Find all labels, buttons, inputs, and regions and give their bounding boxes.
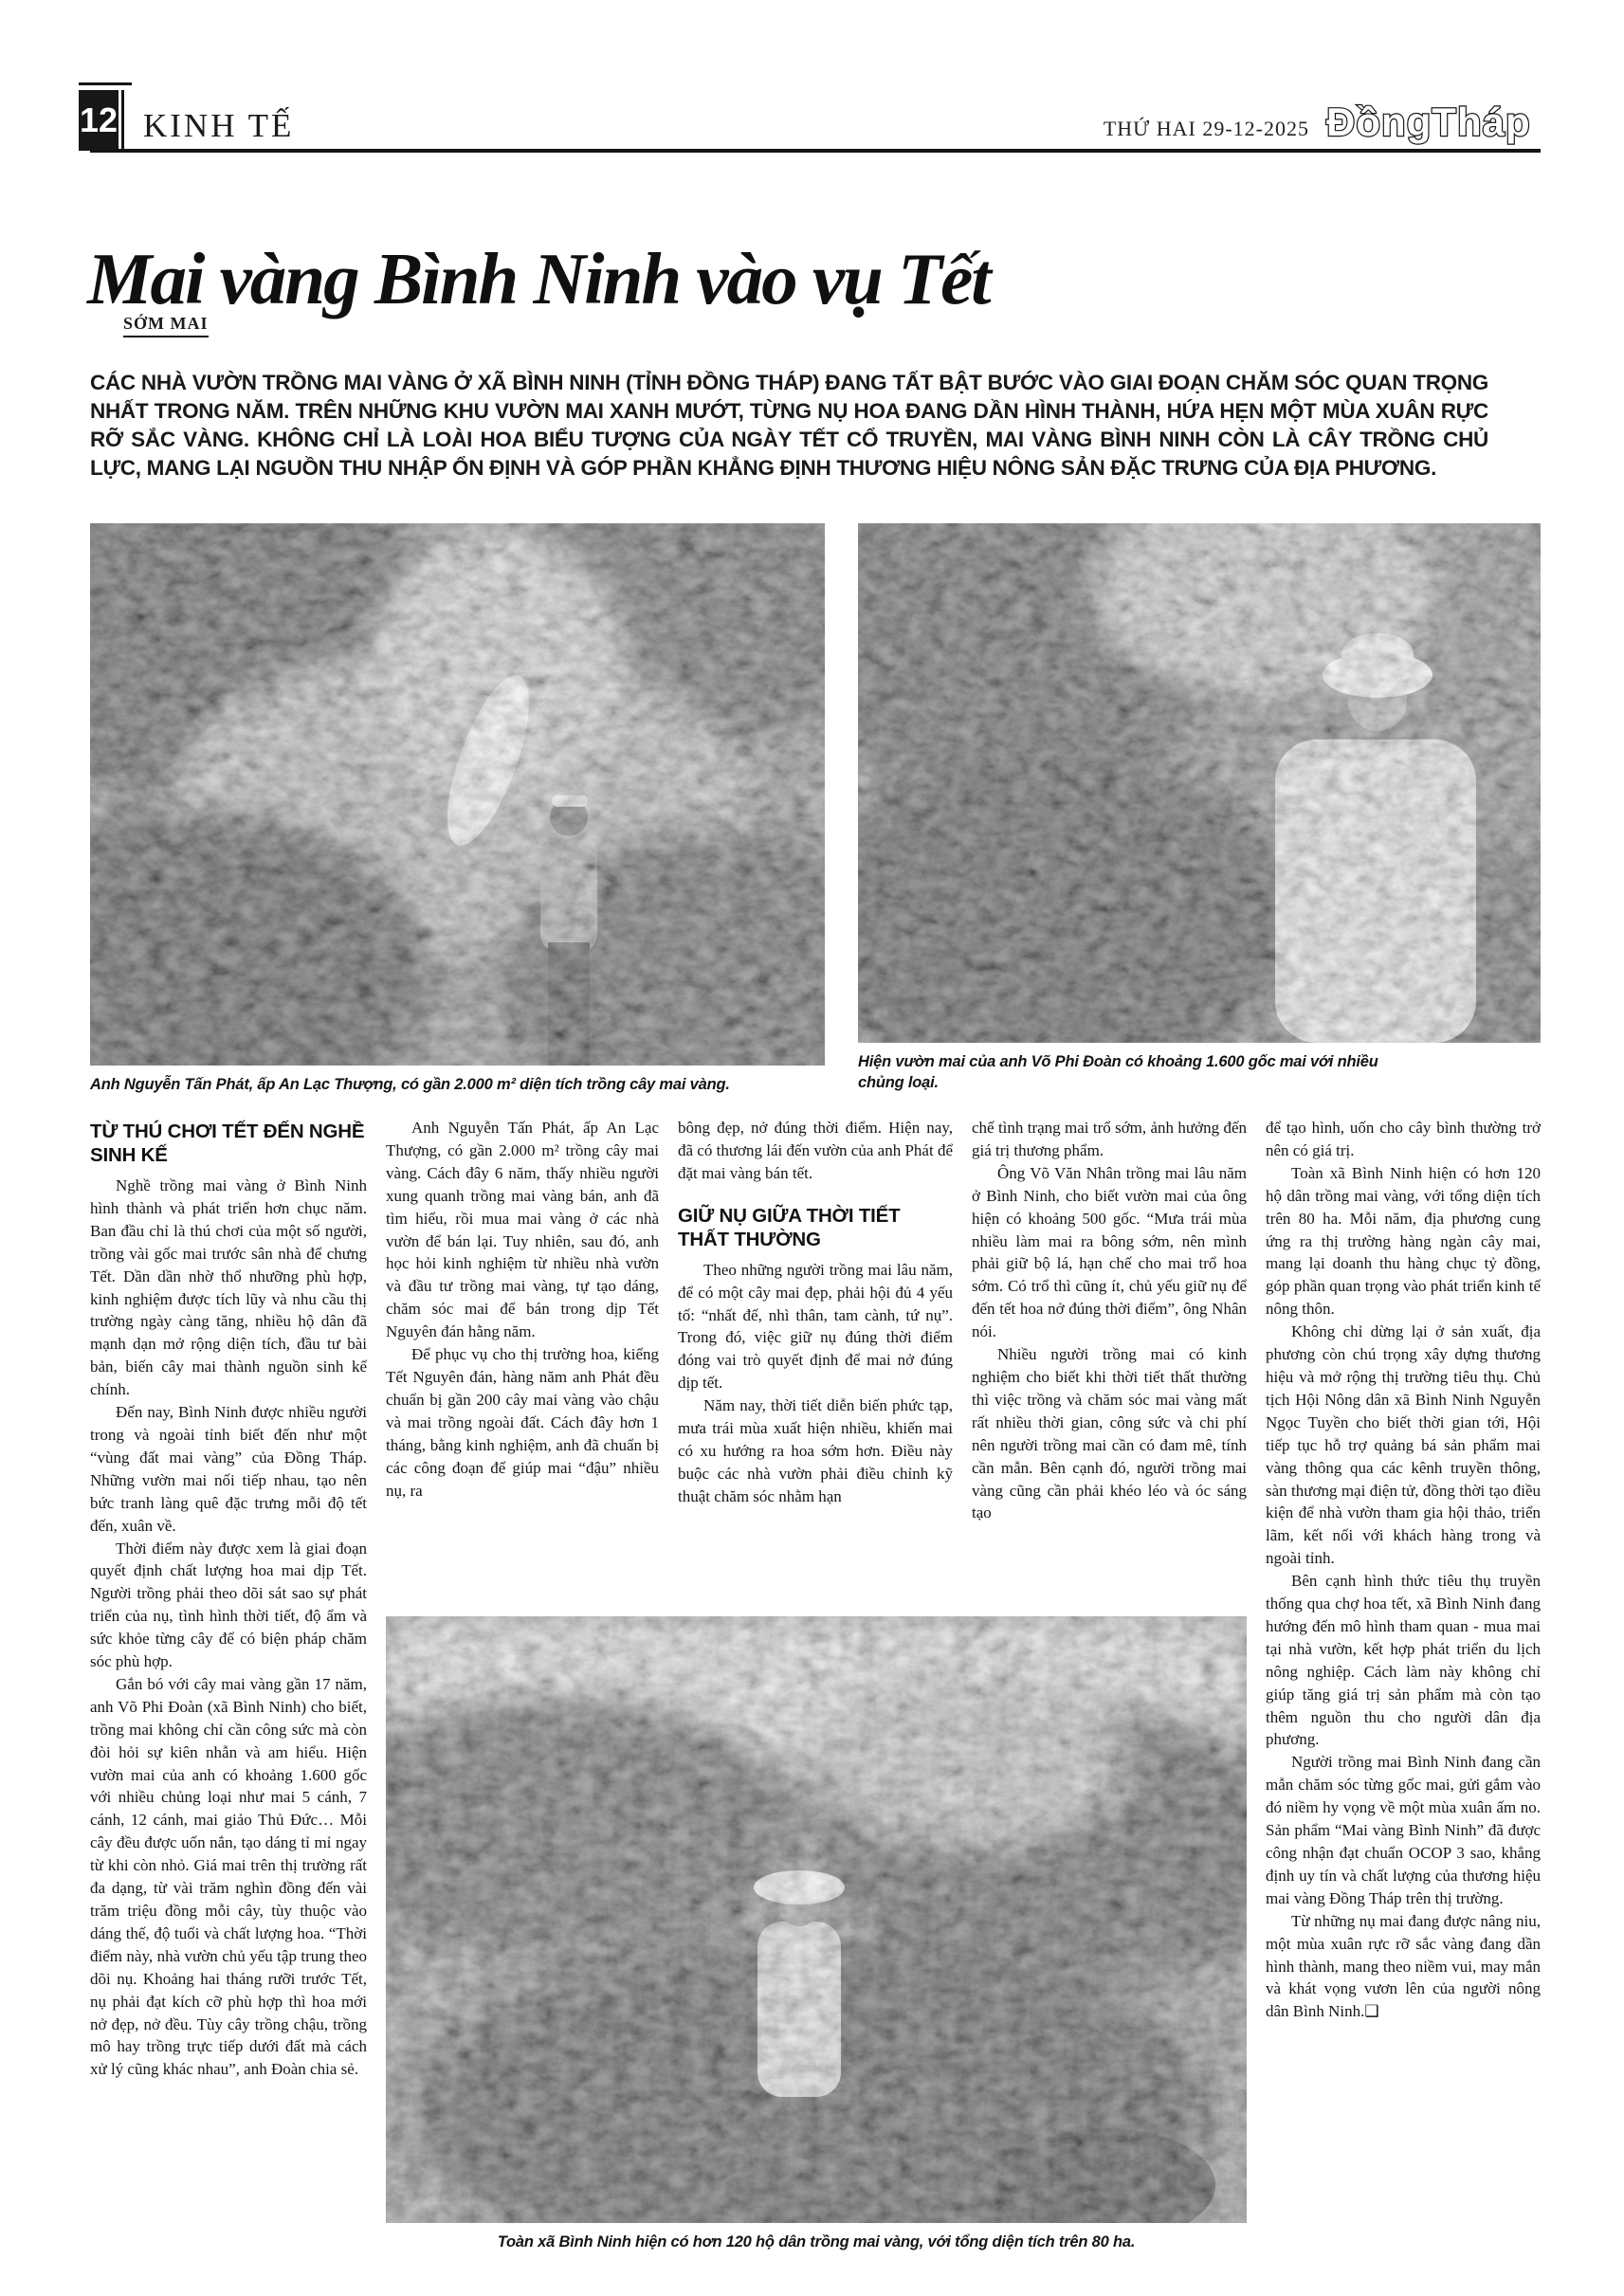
body-column-3 <box>678 1117 953 1610</box>
caption-bottom: Toàn xã Bình Ninh hiện có hơn 120 hộ dân trồng mai vàng, với tổng diện tích trên 80 ha. <box>497 2233 1136 2250</box>
article-lead: CÁC NHÀ VƯỜN TRỒNG MAI VÀNG Ở XÃ BÌNH NINH (TỈNH ĐỒNG THÁP) ĐANG TẤT BẬT BƯỚC VÀO GIAI ĐOẠN CHĂM SÓC QUAN TRỌNG NHẤT TRONG NĂM. TRÊN NHỮNG KHU VƯỜN MAI XANH MƯỚT, TỪNG NỤ HOA ĐANG DẦN HÌNH THÀNH, HỨA HẸN MỘT MÙA XUÂN RỰC RỠ SẮC VÀNG. KHÔNG CHỈ LÀ LOÀI HOA BIỂU TƯỢNG CỦA NGÀY TẾT CỔ TRUYỀN, MAI VÀNG BÌNH NINH CÒN LÀ CÂY TRỒNG CHỦ LỰC, MANG LẠI NGUỒN THU NHẬP ỔN ĐỊNH VÀ GÓP PHẦN KHẲNG ĐỊNH THƯƠNG HIỆU NÔNG SẢN ĐẶC TRƯNG CỦA ĐỊA PHƯƠNG. <box>90 370 1488 480</box>
man-with-hat-photo <box>858 523 1541 1043</box>
article-byline: SỚM MAI <box>123 314 209 337</box>
paragraph: Năm nay, thời tiết diễn biến phức tạp, mưa trái mùa xuất hiện nhiều, khiến mai có xu hướng ra hoa sớm hơn. Điều này buộc các nhà vườn phải điều chỉnh kỹ thuật chăm sóc nhằm hạn <box>678 1396 953 1505</box>
page-number-box <box>79 90 119 151</box>
masthead-top-rule <box>79 82 132 85</box>
newspaper-logo-text: ĐồngTháp <box>1326 100 1531 144</box>
paragraph: Bên cạnh hình thức tiêu thụ truyền thống qua chợ hoa tết, xã Bình Ninh đang hướng đến mô hình tham quan - mua mai tại nhà vườn, kết hợp phát triển du lịch nông nghiệp. Cách làm này không chỉ giúp tăng giá trị sản phẩm mà còn tạo thêm nguồn thu cho người dân địa phương. <box>1266 1572 1541 1749</box>
caption-top-left: Anh Nguyễn Tấn Phát, ấp An Lạc Thượng, có gần 2.000 m² diện tích trồng cây mai vàng. <box>90 1076 730 1093</box>
article-headline: Mai vàng Bình Ninh vào vụ Tết <box>87 237 990 319</box>
issue-date: THỨ HAI 29-12-2025 <box>1103 117 1309 140</box>
figure-top-left <box>90 523 825 1095</box>
subheading-giu-nu: GIỮ NỤ GIỮA THỜI TIẾT THẤT THƯỜNG <box>678 1204 901 1250</box>
body-column-5 <box>1266 1117 1541 2275</box>
page-number: 12 <box>79 100 119 139</box>
paragraph: Ông Võ Văn Nhân trồng mai lâu năm ở Bình Ninh, cho biết vườn mai của ông hiện có khoảng 500 gốc. “Mưa trái mùa nhiều làm mai ra bông sớm, nên mình phải giữ bộ lá, hạn chế cho mai trổ hoa sớm. Có trổ thì cũng ít, chủ yếu giữ nụ để đến tết hoa nở đúng thời điểm”, ông Nhân nói. <box>972 1163 1247 1341</box>
caption-top-right: Hiện vườn mai của anh Võ Phi Đoàn có khoảng 1.600 gốc mai với nhiều chủng loại. <box>858 1053 1378 1091</box>
masthead-vertical-rule <box>121 90 124 151</box>
paragraph: Theo những người trồng mai lâu năm, để có một cây mai đẹp, phải hội đủ 4 yếu tố: “nhất đế, nhì thân, tam cành, tứ nụ”. Trong đó, việc giữ nụ đúng thời điểm đóng vai trò quyết định để mai nở đúng dịp tết. <box>678 1260 953 1393</box>
paragraph: Người trồng mai Bình Ninh đang cần mẫn chăm sóc từng gốc mai, gửi gắm vào đó niềm hy vọng về một mùa xuân ấm no. Sản phẩm “Mai vàng Bình Ninh” đã được công nhận đạt chuẩn OCOP 3 sao, khẳng định uy tín và chất lượng của thương hiệu mai vàng Đồng Tháp trên thị trường. <box>1266 1753 1541 1907</box>
paragraph: Thời điểm này được xem là giai đoạn quyết định chất lượng hoa mai dịp Tết. Người trồng phải theo dõi sát sao sự phát triển của nụ, tình hình thời tiết, độ ẩm và sức khỏe từng cây để có biện pháp chăm sóc phù hợp. <box>90 1539 367 1671</box>
figure-bottom <box>386 1616 1247 2252</box>
paragraph: để tạo hình, uốn cho cây bình thường trở nên có giá trị. <box>1266 1119 1541 1159</box>
paragraph: Nhiều người trồng mai có kinh nghiệm cho biết khi thời tiết thất thường thì việc trồng và chăm sóc mai vàng mất rất nhiều thời gian, công sức và chi phí nên người trồng mai cần có đam mê, tính cần mẫn. Bên cạnh đó, người trồng mai vàng cũng cần phải khéo léo và óc sáng tạo <box>972 1345 1247 1522</box>
paragraph: Để phục vụ cho thị trường hoa, kiểng Tết Nguyên đán, hàng năm anh Phát đều chuẩn bị gần 200 cây mai vàng vào chậu và mai trồng ngoài đất. Cách đây hơn 1 tháng, bằng kinh nghiệm, anh đã chuẩn bị các công đoạn để giúp mai “đậu” nhiều nụ, ra <box>386 1345 659 1500</box>
paragraph: Nghề trồng mai vàng ở Bình Ninh hình thành và phát triển hơn chục năm. Ban đầu chỉ là thú chơi của một số người, trồng vài gốc mai trước sân nhà để chưng Tết. Dần dần nhờ thổ nhưỡng phù hợp, kinh nghiệm được tích lũy và nhu cầu thị trường ngày càng tăng, nhiều hộ dân đã mạnh dạn mở rộng diện tích, đầu tư bài bản, biến cây mai thành nguồn sinh kế chính. <box>90 1176 367 1399</box>
paragraph: Từ những nụ mai đang được nâng niu, một mùa xuân rực rỡ sắc vàng đang dần hình thành, mang theo niềm vui, may mắn và khát vọng vươn lên của người nông dân Bình Ninh.❑ <box>1266 1911 1541 2021</box>
paragraph: chế tình trạng mai trổ sớm, ảnh hưởng đến giá trị thương phẩm. <box>972 1119 1247 1159</box>
paragraph: Không chỉ dừng lại ở sản xuất, địa phương còn chú trọng xây dựng thương hiệu và mở rộng thị trường tiêu thụ. Chủ tịch Hội Nông dân xã Bình Ninh Nguyễn Ngọc Tuyền cho biết thời gian tới, Hội tiếp tục hỗ trợ quảng bá sản phẩm mai vàng thông qua các kênh truyền thông, sàn thương mại điện tử, đồng thời tạo điều kiện để nhà vườn tham gia hội thảo, triển lãm, kết nối với khách hàng trong và ngoài tỉnh. <box>1266 1322 1541 1568</box>
paragraph: Đến nay, Bình Ninh được nhiều người trong và ngoài tỉnh biết đến như một “vùng đất mai vàng” của Đồng Tháp. Những vườn mai nối tiếp nhau, tạo nên bức tranh làng quê đặc trưng mỗi độ tết đến, xuân về. <box>90 1403 367 1535</box>
paragraph: Anh Nguyễn Tấn Phát, ấp An Lạc Thượng, có gần 2.000 m² trồng cây mai vàng. Cách đây 6 năm, thấy nhiều người xung quanh trồng mai vàng bán, anh đã tìm hiểu, rồi mua mai vàng ở các nhà vườn để bán lại. Tuy nhiên, sau đó, anh học hỏi kinh nghiệm từ nhiều nhà vườn và đầu tư trồng mai vàng, tự tạo dáng, chăm sóc mai để bán trong dịp Tết Nguyên đán hằng năm. <box>386 1119 659 1341</box>
garden-watering-photo <box>90 523 825 1066</box>
paragraph: Toàn xã Bình Ninh hiện có hơn 120 hộ dân trồng mai vàng, với tổng diện tích trên 80 ha. Mỗi năm, địa phương cung ứng ra thị trường hàng ngàn cây mai, mang lại doanh thu hàng chục tỷ đồng, góp phần quan trọng vào phát triển kinh tế nông thôn. <box>1266 1163 1541 1319</box>
paragraph: Gắn bó với cây mai vàng gần 17 năm, anh Võ Phi Đoàn (xã Bình Ninh) cho biết, trồng mai không chỉ cần công sức mà còn đòi hỏi sự kiên nhẫn và am hiểu. Hiện vườn mai của anh có khoảng 1.600 gốc với nhiều chủng loại như mai 5 cánh, 7 cánh, 12 cánh, mai giảo Thủ Đức… Mỗi cây đều được uốn nắn, tạo dáng tỉ mỉ ngay từ khi còn nhỏ. Giá mai trên thị trường rất đa dạng, từ vài trăm nghìn đồng đến vài trăm triệu đồng mỗi cây, tùy thuộc vào dáng thế, độ tuổi và chất lượng hoa. “Thời điểm này, nhà vườn chủ yếu tập trung theo dõi nụ. Khoảng hai tháng rưỡi trước Tết, nụ phải đạt kích cỡ phù hợp thì hoa mới nở đẹp, nở đều. Tùy cây trồng chậu, trồng mô hay trồng trực tiếp dưới đất mà cách xử lý cũng khác nhau”, anh Đoàn chia sẻ. <box>90 1674 367 2079</box>
section-title: KINH TẾ <box>143 107 295 144</box>
paragraph: bông đẹp, nở đúng thời điểm. Hiện nay, đã có thương lái đến vườn của anh Phát để đặt mai vàng bán tết. <box>678 1119 953 1182</box>
figure-top-right <box>858 523 1541 1093</box>
newspaper-logo <box>1323 94 1541 147</box>
masthead <box>79 88 1541 153</box>
masthead-right <box>1104 94 1541 147</box>
body-column-1 <box>90 1117 367 2275</box>
body-column-2 <box>386 1117 659 1610</box>
body-column-4 <box>972 1117 1247 1610</box>
mai-garden-photo <box>386 1616 1247 2223</box>
subheading-tu-thu-choi-tet: TỪ THÚ CHƠI TẾT ĐẾN NGHỀ SINH KẾ <box>90 1121 365 1166</box>
